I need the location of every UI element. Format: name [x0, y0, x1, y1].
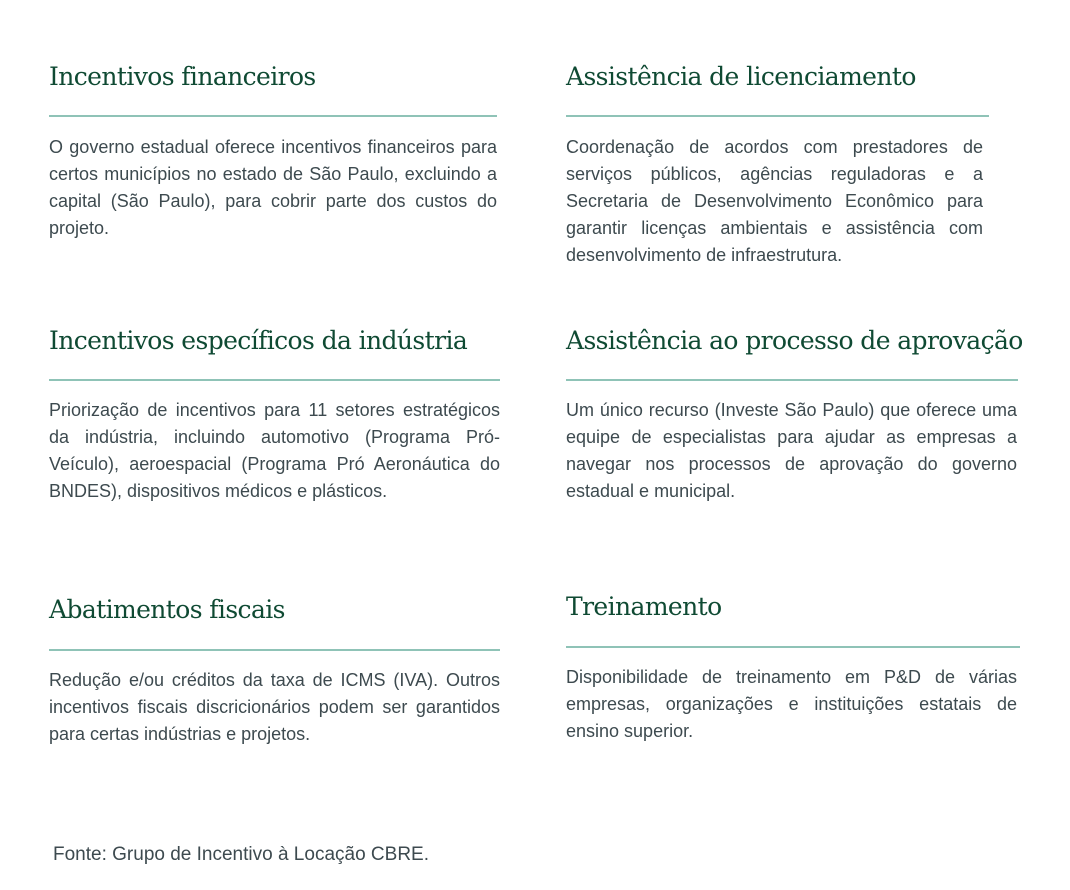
section-text-approval-assistance: Um único recurso (Investe São Paulo) que oferece uma equipe de especialistas para ajudar as empresas a navegar nos processos de aprovação do governo estadual e municipal.: [566, 400, 1017, 501]
section-title-financial-incentives: Incentivos financeiros: [49, 62, 316, 91]
section-title-tax-rebates: Abatimentos fiscais: [49, 595, 285, 624]
section-text-industry-incentives: Priorização de incentivos para 11 setores estratégicos da indústria, incluindo automotivo (Programa Pró-Veículo), aeroespacial (Programa Pró Aeronáutica do BNDES), dispositivos médicos e plásticos.: [49, 400, 500, 501]
section-divider: [566, 379, 1018, 381]
section-title-industry-incentives: Incentivos específicos da indústria: [49, 326, 468, 355]
section-title-approval-assistance: Assistência ao processo de aprovação: [566, 326, 1023, 355]
section-divider: [49, 379, 500, 381]
section-title-training: Treinamento: [566, 592, 722, 621]
section-text-training: Disponibilidade de treinamento em P&D de várias empresas, organizações e instituições estatais de ensino superior.: [566, 667, 1017, 741]
section-text-tax-rebates: Redução e/ou créditos da taxa de ICMS (IVA). Outros incentivos fiscais discricionários podem ser garantidos para certas indústrias e projetos.: [49, 670, 500, 744]
section-text-financial-incentives: O governo estadual oferece incentivos financeiros para certos municípios no estado de São Paulo, excluindo a capital (São Paulo), para cobrir parte dos custos do projeto.: [49, 137, 497, 238]
section-divider: [566, 115, 989, 117]
section-divider: [566, 646, 1020, 648]
section-title-licensing-assistance: Assistência de licenciamento: [566, 62, 916, 91]
section-divider: [49, 115, 497, 117]
section-divider: [49, 649, 500, 651]
section-text-licensing-assistance: Coordenação de acordos com prestadores de serviços públicos, agências reguladoras e a Secretaria de Desenvolvimento Econômico para garantir licenças ambientais e assistência com desenvolvimento de infraestrutura.: [566, 137, 983, 265]
source-note: Fonte: Grupo de Incentivo à Locação CBRE.: [53, 844, 429, 865]
